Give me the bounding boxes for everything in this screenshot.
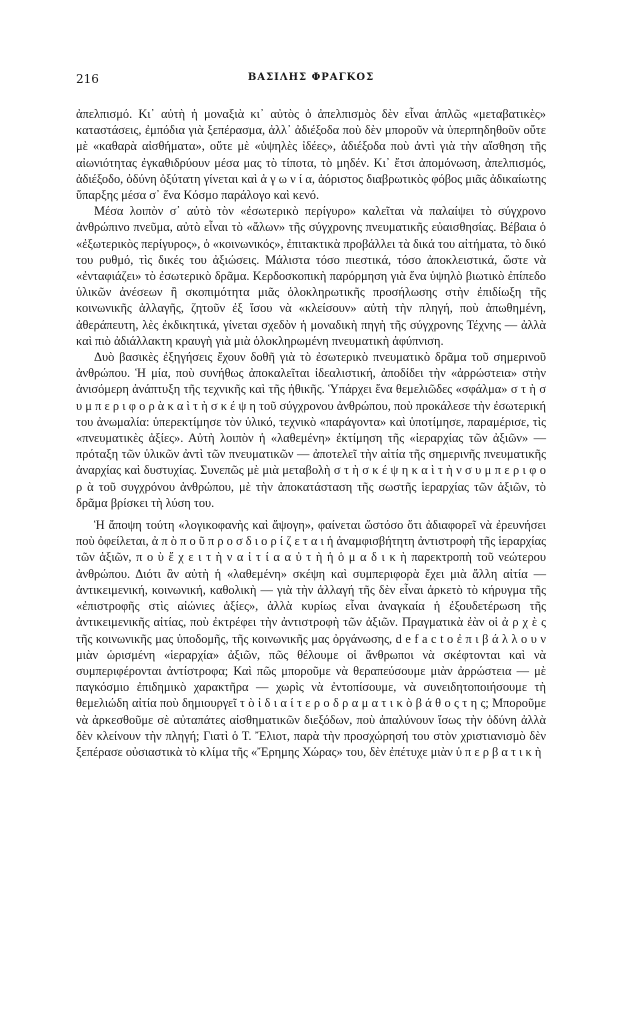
body-text xyxy=(76,106,546,760)
page-number: 216 xyxy=(76,72,99,86)
page-header xyxy=(76,72,546,92)
paragraph-4: Ἡ ἄποψη τούτη «λογικοφανὴς καὶ ἄψογη», φαίνεται ὥστόσο ὅτι ἀδιαφορεῖ νὰ ἐρευνήσει ποὺ ὀφείλεται, ἀ π ὸ π ο ῦ π ρ ο σ δ ι ο ρ ί ζ ε τ α ι ἡ ἀναμφισβήτητη ἀντιστροφὴ τῆς ἱεραρχίας τῶν ἀξιῶν, π ο ὺ ἔ χ ε ι τ ὴ ν α ἰ τ ί α α ὐ τ ὴ ἡ ὁ μ α δ ι κ ὴ παρεκτροπὴ τοῦ νεώτερου ἀνθρώπου. Διότι ἂν αὐτὴ ἡ «λαθεμένη» σκέψη καὶ συμπεριφορὰ ἔχει μιὰ ἄλλη αἰτία — ἀντικειμενική, κοινωνική, καθολικὴ — γιὰ τὴν ἀλλαγή τῆς δὲν εἶναι ἀρκετὸ τὸ κήρυγμα τῆς «ἐπιστροφῆς στὶς αἰώνιες ἀξίες», ἀλλὰ κυρίως εἶναι ἀναγκαία ἡ ἐξουδετέρωση τῆς ἀντικειμενικῆς αἰτίας, ποὺ ἐκτρέφει τὴν ἀντιστροφὴ τῶν ἀξιῶν. Πραγματικὰ ἐὰν οἱ ἀ ρ χ ὲ ς τῆς κοινωνικῆς μας ὑποδομῆς, τῆς κοινωνικῆς μας ὀργάνωσης, d e f a c t o ἐ π ι β ά λ λ ο υ ν μιὰν ὡρισμένη «ἱεραρχία» ἀξιῶν, πῶς θέλουμε οἱ ἄνθρωποι νὰ σκέφτονται καὶ νὰ συμπεριφέρονται ἀντίστροφα; Καὶ πῶς μποροῦμε νὰ θεραπεύσουμε μιὰν ἀρρώστεια — μὲ παγκόσμιο ἐπιδημικὸ χαρακτῆρα — χωρὶς νὰ ἐντοπίσουμε, νὰ συνειδητοποιήσουμε τὴ θεμελιώδη αἰτία ποὺ δημιουργεῖ τ ὸ ἰ δ ι α ί τ ε ρ ο δ ρ α μ α τ ι κ ὸ β ά θ ο ς τ η ς; Μποροῦμε νὰ ἀρκεσθοῦμε σὲ αὐταπάτες αἰσθηματικῶν διεξόδων, ποὺ ἀπαλύνουν ἴσως τὴν ὀδύνη ἀλλὰ δὲν κλείνουν τὴν πληγή; Γιατὶ ὁ Τ. Ἔλιοτ, παρὰ τὴν προσχώρησή του στὸν χριστιανισμὸ δὲν ξεπέρασε οὐσιαστικὰ τὸ κλίμα τῆς «Ἔρημης Χώρας» του, δὲν ἐπέτυχε μιὰν ὑ π ε ρ β α τ ι κ ὴ xyxy=(76,518,546,759)
paragraph-1: ἀπελπισμό. Κι᾿ αὐτὴ ἡ μοναξιὰ κι᾿ αὐτὸς ὁ ἀπελπισμὸς δὲν εἶναι ἁπλῶς «μεταβατικὲς» καταστάσεις, ἐμπόδια γιὰ ξεπέρασμα, ἀλλ᾿ ἀδιέξοδα ποὺ δὲν μποροῦν νὰ ὑπερπηδηθοῦν οὔτε μὲ «καθαρὰ αἰσθήματα», οὔτε μὲ «ὑψηλὲς ἰδέες», ἀδιέξοδα ποὺ ἀντὶ γιὰ τὴν αἴσθηση τῆς αἰωνιότητας ἐγκαθιδρύουν μέσα μας τὸ τίποτα, τὸ μηδέν. Κι᾿ ἔτσι ἀπομόνωση, ἀπελπισμός, ἀδιέξοδο, ὀδύνη ὀξύτατη γίνεται καὶ ἀ γ ω ν ί α, ἀόριστος διαβρωτικὸς φόβος μιᾶς ἀδικαίωτης ὕπαρξης μέσα σ᾿ ἕνα Κόσμο παράλογο καὶ κενό. xyxy=(76,107,546,203)
running-head: ΒΑΣΙΛΗΣ ΦΡΑΓΚΟΣ xyxy=(247,72,375,83)
paragraph-2: Μέσα λοιπὸν σ᾿ αὐτὸ τὸν «ἐσωτερικὸ περίγυρο» καλεῖται νὰ παλαίψει τὸ σύγχρονο ἀνθρώπινο πνεῦμα, αὐτὸ εἶναι τὸ «ἄλων» τῆς σύγχρονης πνευματικῆς εὐαισθησίας. Βέβαια ὁ «ἐξωτερικὸς περίγυρος», ὁ «κοινωνικός», ἐπιτακτικὰ προβάλλει τὰ δικά του αἰτήματα, τὸ δικό του ρυθμό, τὶς δικές του ἀξιώσεις. Μάλιστα τόσο πιεστικά, τόσο ἀποκλειστικά, ὥστε νὰ «ἐνταφιάζει» τὸ ἐσωτερικὸ δρᾶμα. Κερδοσκοπικὴ παρόρμηση γιὰ ἕνα ὑψηλὸ βιωτικὸ ἐπίπεδο ὑλικῶν ἀνέσεων ἢ σκοπιμότητα μιᾶς ὁλοκληρωτικῆς προσήλωσης στὴν ἐπιδίωξη τῆς κοινωνικῆς ἀλλαγῆς, ζητοῦν ἐξ ἴσου νὰ «κλείσουν» αὐτὴ τὴν πληγή, ποὺ ἀπωθημένη, ἀθεράπευτη, λὲς ἐκδικητικά, γίνεται σχεδὸν ἡ μοναδικὴ πηγὴ τῆς σύγχρονης Τέχνης — ἀλλὰ καὶ πιὸ ἀδιάλλακτη κραυγὴ γιὰ μιὰ ὁλοκληρωμένη πνευματικὴ ἀφύπνιση. xyxy=(76,204,546,348)
paragraph-3: Δυὸ βασικὲς ἐξηγήσεις ἔχουν δοθῆ γιὰ τὸ ἐσωτερικὸ πνευματικὸ δρᾶμα τοῦ σημερινοῦ ἀνθρώπου. Ἡ μία, ποὺ συνήθως ἀποκαλεῖται ἰδεαλιστική, ἀποδίδει τὴν «ἀρρώστεια» στὴν ἀνισόμερη ἀνάπτυξη τῆς τεχνικῆς καὶ τῆς ἠθικῆς. Ὑπάρχει ἕνα θεμελιῶδες «σφάλμα» σ τ ὴ σ υ μ π ε ρ ι φ ο ρ ὰ κ α ὶ τ ὴ σ κ έ ψ η τοῦ σύγχρονου ἀνθρώπου, ποὺ προκάλεσε τὴν ἐσωτερική του ἀνωμαλία: ὑπερεκτίμησε τὸν ὑλικό, τεχνικὸ «παράγοντα» καὶ ὑποτίμησε, παραμέρισε, τὶς «πνευματικὲς ἀξίες». Αὐτὴ λοιπὸν ἡ «λαθεμένη» ἐκτίμηση τῆς «ἱεραρχίας τῶν ἀξιῶν» — πρόταξη τῶν ὑλικῶν ἀντὶ τῶν πνευματικῶν — ἀποτελεῖ τὴν αἰτία τῆς σημερινῆς πνευματικῆς ἀναρχίας καὶ δυστυχίας. Συνεπῶς μὲ μιὰ μεταβολὴ σ τ ὴ σ κ έ ψ η κ α ὶ τ ὴ ν σ υ μ π ε ρ ι φ ο ρ ὰ τοῦ συγχρόνου ἀνθρώπου, μὲ τὴν ἀποκατάσταση τῆς σωστῆς ἱεραρχίας τῶν ἀξιῶν, τὸ δρᾶμα βρίσκει τὴ λύση του. xyxy=(76,350,546,510)
